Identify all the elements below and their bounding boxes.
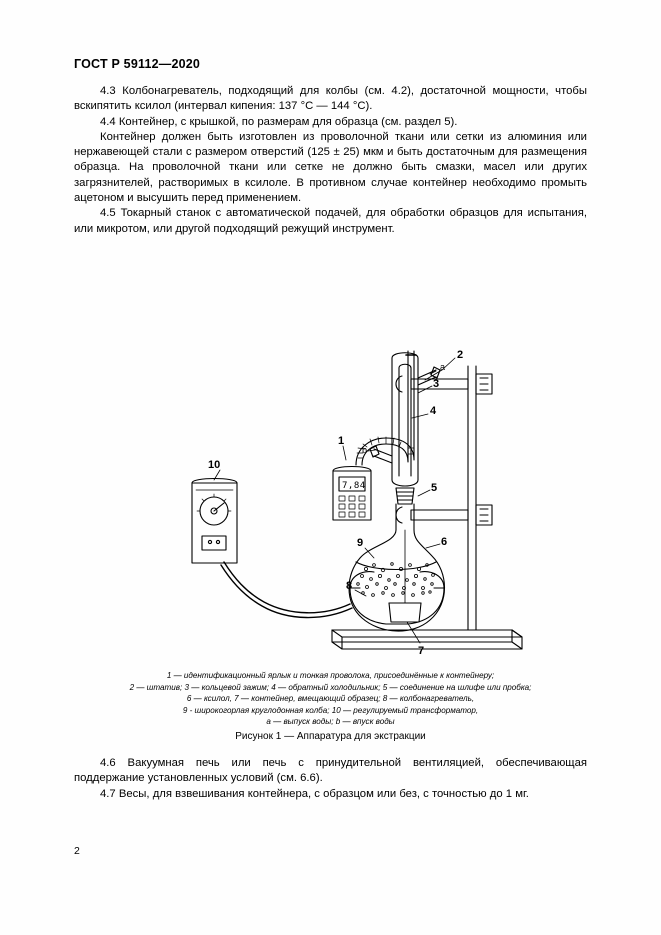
transformer-pointer <box>214 503 224 511</box>
paragraph-4-4: 4.4 Контейнер, с крышкой, по размерам для образца (см. раздел 5). <box>100 115 458 128</box>
callout-5: 5 <box>431 482 438 494</box>
power-cord <box>224 562 353 613</box>
water-outlet-arm <box>418 370 436 378</box>
sample-container <box>389 603 421 622</box>
clamp-lower-jaw <box>396 507 402 523</box>
page-number: 2 <box>74 845 80 857</box>
callout-3: 3 <box>433 378 440 390</box>
stand-base <box>332 630 512 642</box>
ring-clamp-lower-arm <box>411 510 468 520</box>
callout-1: 1 <box>338 435 345 447</box>
callout-b: b <box>362 445 368 455</box>
condenser-inner-top <box>399 364 411 368</box>
mantle-left-wall <box>350 588 386 624</box>
legend-line-1: 1 — идентификационный ярлык и тонкая проволока, присоединённые к контейнеру; <box>166 671 495 680</box>
legend-line-2: 2 — штатив; 3 — кольцевой зажим; 4 — обратный холодильник; 5 — соединение на шлифе или пробка; <box>129 682 532 692</box>
figure-caption: Рисунок 1 — Аппаратура для экстракции <box>235 731 426 742</box>
callout-8: 8 <box>346 580 353 592</box>
apparatus-diagram <box>74 218 587 668</box>
stand-base-3d <box>332 642 522 649</box>
paragraph-4-4-body: Контейнер должен быть изготовлен из проволочной ткани или сетки из алюминия или нержавеющей стали с размером отверстий (125 ± 25) мкм и быть достаточным для размещения образца. На проволочной ткани или сетке не должно быть смазки, масел или других загрязнителей, растворимых в ксилоле. В противном случае контейнер необходимо промыть ацетоном и высушить перед применением. <box>74 130 587 205</box>
figure-legend <box>74 670 587 728</box>
figure-extraction-apparatus <box>74 218 587 668</box>
condenser-bottom <box>392 480 418 486</box>
callout-4: 4 <box>430 405 437 417</box>
standard-header: ГОСТ Р 59112—2020 <box>74 57 201 71</box>
water-inlet-arm2 <box>374 456 392 463</box>
digital-unit-top <box>333 467 371 472</box>
body-text-block-bottom <box>74 756 587 802</box>
callout-9: 9 <box>357 537 364 549</box>
paragraph-4-3: 4.3 Колбонагреватель, подходящий для колбы (см. 4.2), достаточной мощности, чтобы вскипятить ксилол (интервал кипения: 137 °С — 144 °С). <box>74 85 587 113</box>
legend-line-4: 9 - широкогорлая круглодонная колба; 10 — регулируемый трансформатор, <box>182 705 479 715</box>
transformer-outlet <box>202 536 226 550</box>
callout-2: 2 <box>457 349 464 361</box>
xylene-level <box>356 562 436 570</box>
digital-readout-value: 7,84 <box>342 481 366 491</box>
callout-7: 7 <box>418 645 425 657</box>
callout-labels <box>208 349 463 657</box>
paragraph-4-5: 4.5 Токарный станок с автоматической подачей, для обработки образцов для испытания, или микротом, или другой подходящий режущий инструмент. <box>74 207 587 235</box>
digital-unit-keypad <box>339 496 365 517</box>
legend-line-5: a — выпуск воды; b — впуск воды <box>266 717 395 727</box>
paragraph-4-6: 4.6 Вакуумная печь или печь с принудительной вентиляцией, обеспечивающая поддержание установленных условий (см. 6.6). <box>74 757 587 785</box>
transformer-socket-2 <box>216 540 219 543</box>
callout-leaders <box>214 358 455 643</box>
tube-inner <box>362 351 408 465</box>
callout-6: 6 <box>441 536 448 548</box>
xylene-boiling-stipple <box>357 563 435 597</box>
body-text-block-top <box>74 84 587 237</box>
transformer-body <box>192 483 237 563</box>
callout-10: 10 <box>208 459 221 471</box>
paragraph-4-7: 4.7 Весы, для взвешивания контейнера, с образцом или без, с точностью до 1 мг. <box>100 787 529 800</box>
transformer-socket-1 <box>208 540 211 543</box>
stand-base-top <box>332 630 522 637</box>
legend-line-3: 6 — ксилол, 7 — контейнер, вмещающий образец; 8 — колбонагреватель, <box>186 694 475 704</box>
callout-a: a <box>440 362 446 372</box>
